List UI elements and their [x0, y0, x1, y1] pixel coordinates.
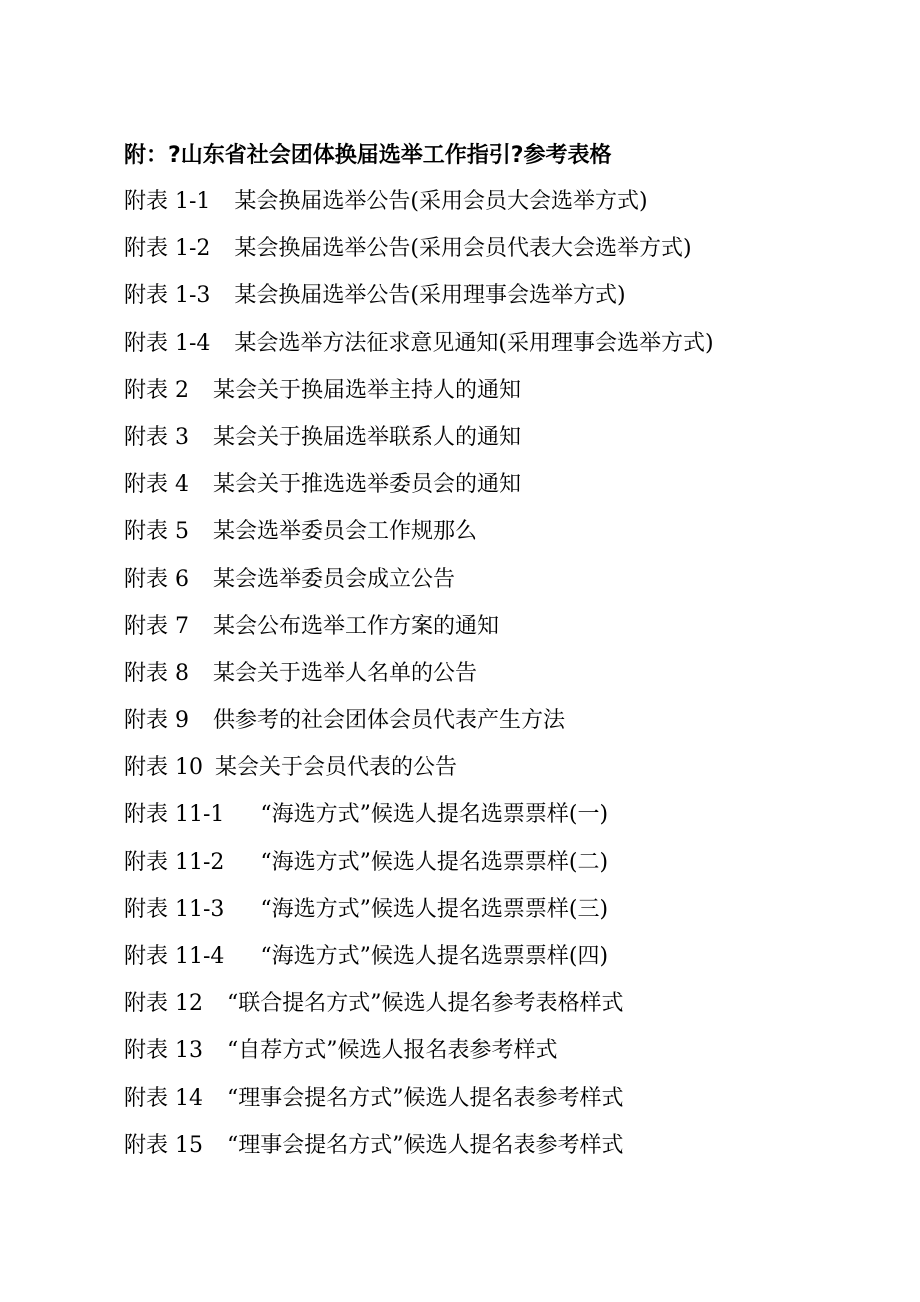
- item-text: “海选方式”候选人提名选票票样(二): [260, 849, 609, 875]
- list-item: [124, 846, 714, 893]
- item-text: 某会选举委员会成立公告: [213, 566, 456, 592]
- item-text: “海选方式”候选人提名选票票样(一): [260, 802, 609, 828]
- list-item: [124, 563, 714, 610]
- item-text: “理事会提名方式”候选人提名表参考样式: [227, 1085, 624, 1111]
- item-code: 附表 15: [124, 1132, 203, 1158]
- item-text: 某会选举委员会工作规那么: [213, 519, 478, 545]
- list-item: [124, 704, 714, 751]
- item-text: 某会换届选举公告(采用会员大会选举方式): [234, 189, 648, 214]
- list-item: [124, 610, 714, 657]
- appendix-list: [124, 185, 714, 1176]
- item-text: 供参考的社会团体会员代表产生方法: [213, 708, 566, 734]
- document-title: 附：?山东省社会团体换届选举工作指引?参考表格: [124, 143, 612, 168]
- list-item: [124, 279, 714, 326]
- item-text: 某会关于换届选举联系人的通知: [213, 424, 522, 450]
- list-item: [124, 232, 714, 279]
- list-item: [124, 515, 714, 562]
- list-item: [124, 940, 714, 987]
- item-code: 附表 4: [124, 472, 189, 498]
- item-code: 附表 3: [124, 424, 189, 450]
- item-code: 附表 11-2: [124, 849, 225, 875]
- item-code: 附表 1-3: [124, 283, 211, 309]
- list-item: [124, 327, 714, 374]
- item-text: “海选方式”候选人提名选票票样(四): [260, 944, 609, 969]
- list-item: [124, 1082, 714, 1129]
- list-item: [124, 657, 714, 704]
- item-text: “联合提名方式”候选人提名参考表格样式: [227, 991, 624, 1017]
- item-code: 附表 10: [124, 755, 203, 781]
- list-item: [124, 468, 714, 515]
- list-item: [124, 421, 714, 468]
- item-code: 附表 7: [124, 613, 189, 639]
- list-item: [124, 1129, 714, 1176]
- item-code: 附表 11-1: [124, 802, 225, 828]
- item-code: 附表 8: [124, 660, 189, 686]
- item-text: 某会关于会员代表的公告: [215, 755, 458, 781]
- item-text: 某会换届选举公告(采用会员代表大会选举方式): [234, 236, 692, 262]
- item-code: 附表 11-3: [124, 896, 225, 922]
- item-code: 附表 13: [124, 1038, 203, 1064]
- item-text: 某会公布选举工作方案的通知: [213, 613, 500, 639]
- item-code: 附表 11-4: [124, 944, 225, 969]
- item-text: “理事会提名方式”候选人提名表参考样式: [227, 1132, 624, 1158]
- list-item: [124, 893, 714, 940]
- item-code: 附表 1-2: [124, 236, 211, 262]
- list-item: [124, 751, 714, 798]
- list-item: [124, 374, 714, 421]
- item-text: 某会换届选举公告(采用理事会选举方式): [234, 283, 626, 309]
- item-code: 附表 5: [124, 519, 189, 545]
- item-text: “海选方式”候选人提名选票票样(三): [260, 896, 609, 922]
- item-text: 某会关于推选选举委员会的通知: [213, 472, 522, 498]
- item-text: “自荐方式”候选人报名表参考样式: [227, 1038, 558, 1064]
- item-text: 某会关于选举人名单的公告: [213, 660, 478, 686]
- item-text: 某会选举方法征求意见通知(采用理事会选举方式): [234, 330, 714, 356]
- list-item: [124, 987, 714, 1034]
- list-item: [124, 1034, 714, 1081]
- item-code: 附表 12: [124, 991, 203, 1017]
- item-code: 附表 6: [124, 566, 189, 592]
- item-text: 某会关于换届选举主持人的通知: [213, 377, 522, 403]
- item-code: 附表 1-4: [124, 330, 211, 356]
- list-item: [124, 798, 714, 845]
- item-code: 附表 9: [124, 708, 189, 734]
- item-code: 附表 1-1: [124, 189, 211, 214]
- item-code: 附表 14: [124, 1085, 203, 1111]
- list-item: [124, 185, 714, 232]
- item-code: 附表 2: [124, 377, 189, 403]
